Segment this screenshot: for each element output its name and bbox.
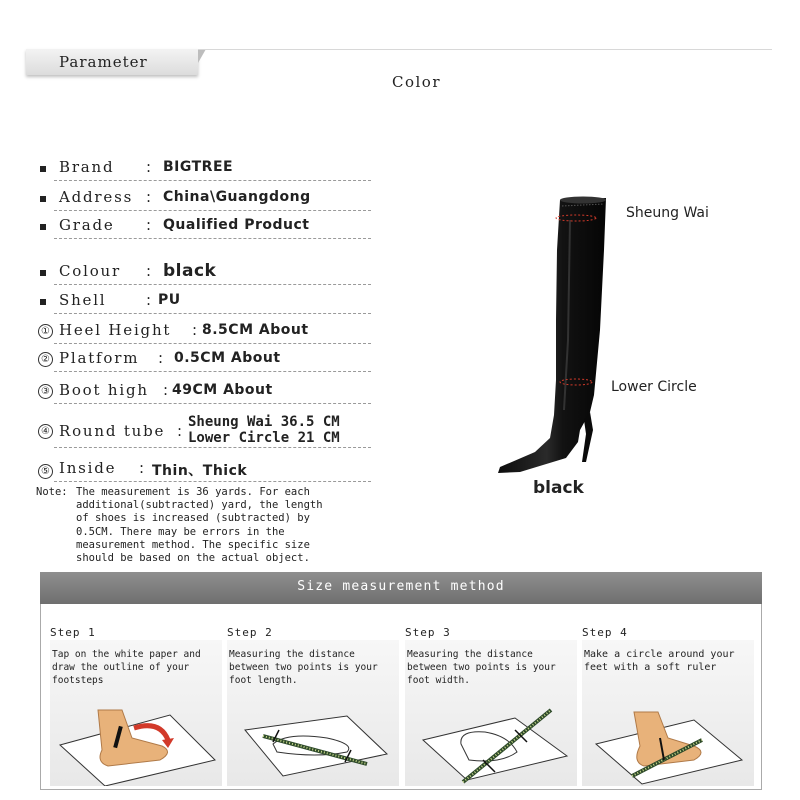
dashed-underline bbox=[54, 343, 371, 344]
parameter-tab-label: Parameter bbox=[59, 53, 148, 71]
param-colon: : bbox=[139, 459, 145, 477]
step-panel bbox=[227, 640, 399, 786]
param-colon: : bbox=[146, 291, 152, 309]
lower-circle-label: Lower Circle bbox=[611, 379, 697, 395]
step-description: Measuring the distance between two points is your foot length. bbox=[229, 649, 378, 686]
param-value-upper: Sheung Wai 36.5 CM bbox=[188, 414, 340, 430]
param-value: BIGTREE bbox=[163, 159, 234, 175]
param-label: Colour bbox=[59, 262, 121, 280]
dashed-underline bbox=[54, 210, 371, 211]
param-row-platform bbox=[36, 348, 371, 372]
param-label: Heel Height bbox=[59, 321, 172, 339]
square-bullet-icon bbox=[40, 270, 46, 276]
param-value: 0.5CM About bbox=[174, 350, 281, 366]
param-label: Inside bbox=[59, 459, 117, 477]
foot-width-ruler-icon bbox=[405, 680, 577, 786]
tab-fold-decoration bbox=[198, 49, 206, 63]
param-row-shell bbox=[36, 290, 371, 314]
param-colon: : bbox=[158, 349, 164, 367]
square-bullet-icon bbox=[40, 196, 46, 202]
param-label: Brand bbox=[59, 158, 115, 176]
number-marker: ① bbox=[38, 324, 53, 339]
param-value: black bbox=[163, 261, 217, 281]
upper-circle-label: Sheung Wai bbox=[626, 205, 709, 221]
param-colon: : bbox=[146, 158, 152, 176]
square-bullet-icon bbox=[40, 299, 46, 305]
dashed-underline bbox=[54, 371, 371, 372]
note-text: The measurement is 36 yards. For each additional(subtracted) yard, the length of shoes is increased (subtracted) by 0.5CM. There may be errors in the measurement method. The specific size should be based on the actual object. bbox=[76, 486, 323, 565]
param-row-round-tube bbox=[36, 414, 371, 448]
param-value: Qualified Product bbox=[163, 217, 310, 233]
param-value: 49CM About bbox=[172, 382, 273, 398]
number-marker: ② bbox=[38, 352, 53, 367]
param-label: Boot high bbox=[59, 381, 149, 399]
param-label: Address bbox=[59, 188, 134, 206]
product-color-name: black bbox=[533, 478, 584, 498]
step-panel bbox=[582, 640, 754, 786]
param-colon: : bbox=[192, 321, 198, 339]
param-row-heel-height bbox=[36, 320, 371, 344]
param-row-colour bbox=[36, 261, 371, 285]
number-marker: ③ bbox=[38, 384, 53, 399]
param-row-inside bbox=[36, 458, 371, 482]
step-3 bbox=[405, 620, 577, 786]
foot-circumference-icon bbox=[582, 680, 754, 786]
param-colon: : bbox=[146, 216, 152, 234]
param-value: 8.5CM About bbox=[202, 322, 309, 338]
step-2 bbox=[227, 620, 399, 786]
size-method-title: Size measurement method bbox=[297, 579, 505, 594]
step-description: Make a circle around your feet with a soft ruler bbox=[584, 649, 735, 673]
square-bullet-icon bbox=[40, 166, 46, 172]
param-value: Thin、Thick bbox=[152, 463, 248, 479]
step-panel bbox=[50, 640, 222, 786]
param-label: Round tube bbox=[59, 422, 166, 440]
foot-length-ruler-icon bbox=[227, 680, 399, 786]
dashed-underline bbox=[54, 284, 371, 285]
color-title: Color bbox=[392, 73, 442, 91]
param-row-boot-high bbox=[36, 380, 371, 404]
param-colon: : bbox=[177, 422, 183, 440]
number-marker: ⑤ bbox=[38, 464, 53, 479]
header-divider bbox=[198, 49, 772, 50]
size-method-header bbox=[40, 572, 762, 604]
step-title: Step 3 bbox=[405, 626, 451, 639]
number-marker: ④ bbox=[38, 424, 53, 439]
dashed-underline bbox=[54, 447, 371, 448]
step-title: Step 4 bbox=[582, 626, 628, 639]
param-row-brand bbox=[36, 157, 371, 181]
param-row-address bbox=[36, 187, 371, 211]
dashed-underline bbox=[54, 180, 371, 181]
param-label: Shell bbox=[59, 291, 107, 309]
step-1 bbox=[50, 620, 222, 786]
param-colon: : bbox=[163, 381, 169, 399]
param-label: Grade bbox=[59, 216, 115, 234]
foot-outline-icon bbox=[50, 680, 222, 786]
parameter-tab bbox=[26, 49, 198, 75]
dashed-underline bbox=[54, 313, 371, 314]
param-value-lower: Lower Circle 21 CM bbox=[188, 430, 340, 446]
square-bullet-icon bbox=[40, 224, 46, 230]
param-colon: : bbox=[146, 188, 152, 206]
step-description: Tap on the white paper and draw the outline of your footsteps bbox=[52, 649, 201, 686]
boot-product-image bbox=[480, 190, 640, 490]
param-colon: : bbox=[146, 262, 152, 280]
param-value: China\Guangdong bbox=[163, 189, 311, 205]
step-title: Step 2 bbox=[227, 626, 273, 639]
param-label: Platform bbox=[59, 349, 140, 367]
step-title: Step 1 bbox=[50, 626, 96, 639]
dashed-underline bbox=[54, 238, 371, 239]
param-row-grade bbox=[36, 215, 371, 239]
dashed-underline bbox=[54, 403, 371, 404]
step-4 bbox=[582, 620, 754, 786]
note-prefix: Note: bbox=[36, 486, 68, 498]
dashed-underline bbox=[54, 481, 371, 482]
param-value: PU bbox=[158, 292, 181, 308]
step-panel bbox=[405, 640, 577, 786]
step-description: Measuring the distance between two points is your foot width. bbox=[407, 649, 556, 686]
